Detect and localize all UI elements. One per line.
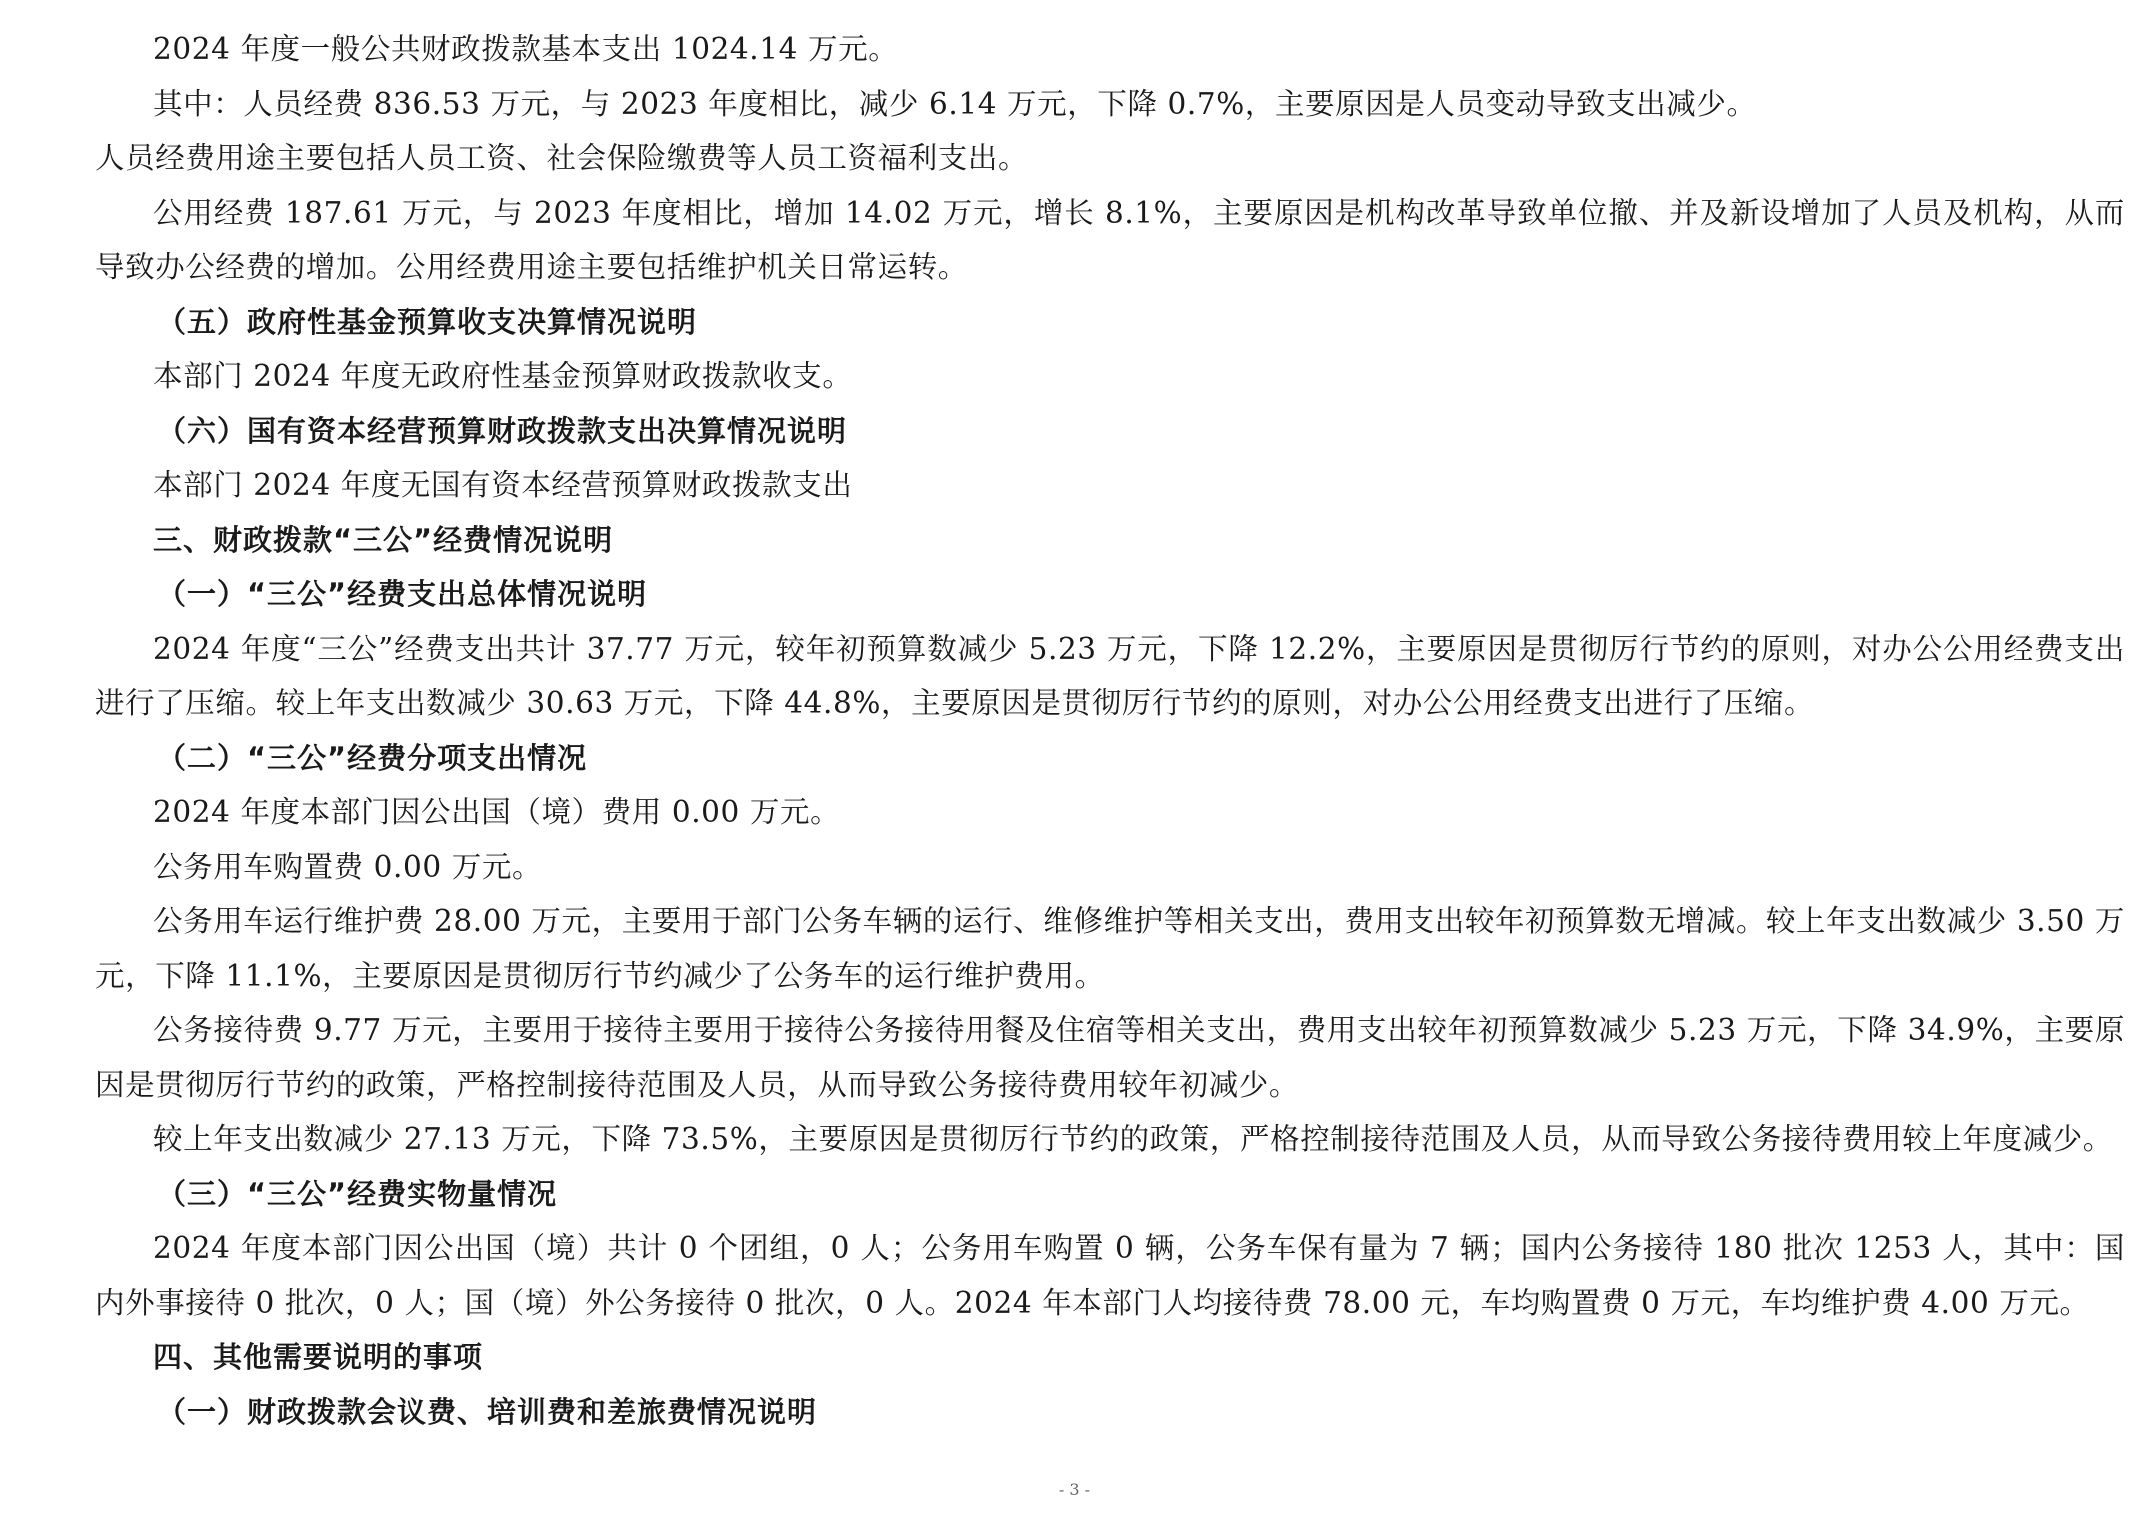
paragraph-vehicle-purchase: 公务用车购置费 0.00 万元。 bbox=[153, 849, 543, 884]
paragraph-government-fund: 本部门 2024 年度无政府性基金预算财政拨款收支。 bbox=[153, 359, 853, 393]
heading-meeting-training-travel: （一）财政拨款会议费、培训费和差旅费情况说明 bbox=[157, 1394, 818, 1429]
paragraph-physical-quantity: 2024 年度本部门因公出国（境）共计 0 个团组，0 人；公务用车购置 0 辆，公务车保有量为 7 辆；国内公务接待 180 批次 1253 人，其中：国内外事接待 0 批次，0 人；国（境）外公务接待 0 批次，0 人。2024 年本部门人均接待费 78.00 元，车均购置费 0 万元，车均维护费 4.00 万元。 bbox=[95, 1231, 2125, 1320]
paragraph-basic-expenditure: 2024 年度一般公共财政拨款基本支出 1024.14 万元。 bbox=[153, 32, 899, 66]
heading-three-public-itemized: （二）“三公”经费分项支出情况 bbox=[157, 740, 588, 775]
paragraph-vehicle-maintenance: 公务用车运行维护费 28.00 万元，主要用于部门公务车辆的运行、维修维护等相关支出，费用支出较年初预算数无增减。较上年支出数减少 3.50 万元，下降 11.1%，主要原因是贯彻厉行节约减少了公务车的运行维护费用。 bbox=[95, 904, 2125, 993]
paragraph-personnel-expenses: 其中：人员经费 836.53 万元，与 2023 年度相比，减少 6.14 万元，下降 0.7%，主要原因是人员变动导致支出减少。 bbox=[153, 86, 1757, 121]
paragraph-overseas-travel: 2024 年度本部门因公出国（境）费用 0.00 万元。 bbox=[153, 795, 841, 829]
paragraph-reception-expenses: 公务接待费 9.77 万元，主要用于接待主要用于接待公务接待用餐及住宿等相关支出，费用支出较年初预算数减少 5.23 万元，下降 34.9%，主要原因是贯彻厉行节约的政策，严格控制接待范围及人员，从而导致公务接待费用较年初减少。 bbox=[95, 1013, 2125, 1102]
heading-other-matters: 四、其他需要说明的事项 bbox=[153, 1340, 484, 1374]
heading-three-public-physical: （三）“三公”经费实物量情况 bbox=[157, 1176, 558, 1211]
paragraph-personnel-usage: 人员经费用途主要包括人员工资、社会保险缴费等人员工资福利支出。 bbox=[95, 141, 1029, 175]
page-number: - 3 - bbox=[1058, 1480, 1091, 1499]
heading-state-capital: （六）国有资本经营预算财政拨款支出决算情况说明 bbox=[157, 413, 848, 448]
heading-three-public-overall: （一）“三公”经费支出总体情况说明 bbox=[157, 577, 648, 611]
paragraph-public-expenses: 公用经费 187.61 万元，与 2023 年度相比，增加 14.02 万元，增长 8.1%，主要原因是机构改革导致单位撤、并及新设增加了人员及机构，从而导致办公经费的增加。公用经费用途主要包括维护机关日常运转。 bbox=[95, 195, 2125, 284]
heading-three-public-expenses: 三、财政拨款“三公”经费情况说明 bbox=[153, 522, 614, 557]
paragraph-reception-comparison: 较上年支出数减少 27.13 万元，下降 73.5%，主要原因是贯彻厉行节约的政策，严格控制接待范围及人员，从而导致公务接待费用较上年度减少。 bbox=[153, 1122, 2113, 1156]
paragraph-three-public-overall: 2024 年度“三公”经费支出共计 37.77 万元，较年初预算数减少 5.23 万元，下降 12.2%，主要原因是贯彻厉行节约的原则，对办公公用经费支出进行了压缩。较上年支出数减少 30.63 万元，下降 44.8%，主要原因是贯彻厉行节约的原则，对办公公用经费支出进行了压缩。 bbox=[95, 631, 2125, 720]
document-body bbox=[95, 22, 2125, 1439]
heading-government-fund: （五）政府性基金预算收支决算情况说明 bbox=[157, 304, 698, 339]
paragraph-state-capital: 本部门 2024 年度无国有资本经营预算财政拨款支出 bbox=[153, 468, 853, 502]
